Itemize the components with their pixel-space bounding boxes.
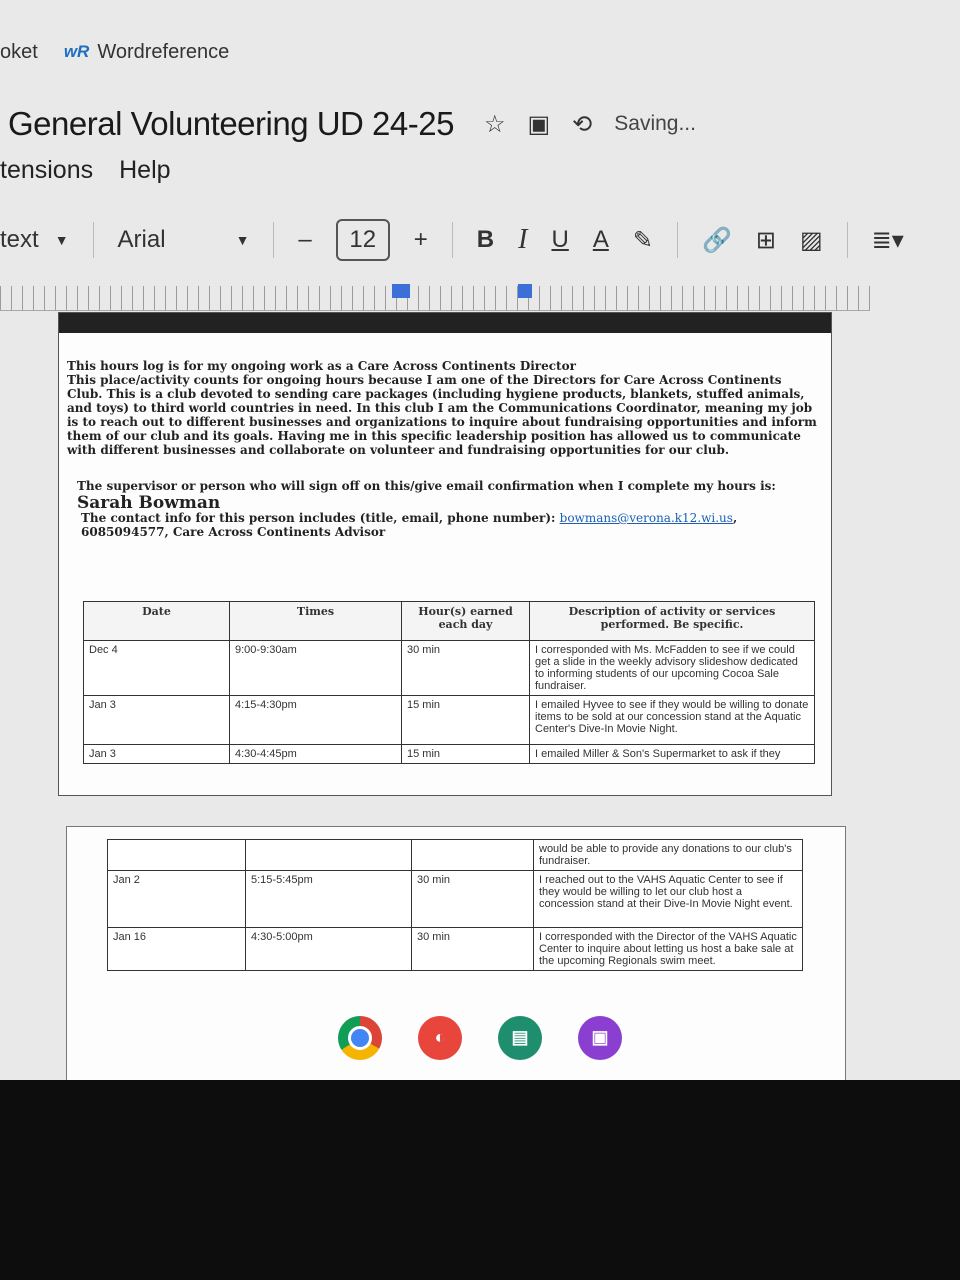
supervisor-label: The supervisor or person who will sign off on this/give email confirmation when I complete my hours is: [77, 479, 776, 493]
supervisor-name: Sarah Bowman [77, 493, 221, 513]
palette-app-icon[interactable]: ◐ [418, 1016, 462, 1060]
supervisor-line [77, 479, 817, 513]
font-dropdown[interactable] [118, 226, 250, 254]
underline-button[interactable]: U [551, 226, 569, 253]
cell-date[interactable] [108, 840, 246, 871]
hours-log-table [83, 601, 815, 764]
style-label: text [0, 226, 39, 253]
cell-date[interactable]: Jan 3 [84, 696, 230, 745]
bookmarks-bar [0, 34, 255, 70]
cell-hours[interactable]: 15 min [402, 745, 530, 764]
ruler[interactable] [0, 286, 870, 311]
cell-times[interactable]: 5:15-5:45pm [246, 871, 412, 928]
move-folder-icon[interactable]: ▣ [527, 110, 551, 138]
menu-help[interactable]: Help [119, 156, 171, 184]
menu-bar [0, 156, 197, 185]
cell-description[interactable]: I reached out to the VAHS Aquatic Center to see if they would be willing to let our club host a concession stand at their Dive-In Movie Night event. [534, 871, 803, 928]
intro-heading: This hours log is for my ongoing work as a Care Across Continents Director [67, 359, 576, 373]
photos-app-icon[interactable]: ▣ [578, 1016, 622, 1060]
doc-title[interactable]: General Volunteering UD 24-25 [8, 105, 454, 142]
cell-date[interactable]: Jan 3 [84, 745, 230, 764]
cell-hours[interactable] [412, 840, 534, 871]
table-row [108, 871, 803, 928]
bookmark-wordreference[interactable] [64, 41, 229, 64]
cell-date[interactable]: Dec 4 [84, 641, 230, 696]
cell-hours[interactable]: 30 min [412, 871, 534, 928]
table-header-row [84, 602, 815, 641]
divider [93, 222, 94, 258]
col-description-header: Description of activity or services performed. Be specific. [530, 602, 815, 641]
contact-email-link[interactable]: bowmans@verona.k12.wi.us [559, 511, 733, 525]
document-page[interactable] [58, 312, 832, 796]
cell-description[interactable]: I emailed Miller & Son's Supermarket to ask if they [530, 745, 815, 764]
contact-label: The contact info for this person includes (title, email, phone number): [81, 511, 556, 525]
cell-description[interactable]: I emailed Hyvee to see if they would be willing to donate items to be sold at our concession stand at the Aquatic Center's Dive-In Movie Night. [530, 696, 815, 745]
table-row [84, 745, 815, 764]
cell-hours[interactable]: 15 min [402, 696, 530, 745]
col-date-header: Date [84, 602, 230, 641]
font-size-input[interactable]: 12 [336, 219, 390, 261]
divider [452, 222, 453, 258]
cell-description[interactable]: I corresponded with Ms. McFadden to see if we could get a slide in the weekly advisory slideshow dedicated to informing students of our upcoming Cocoa Sale fundraiser. [530, 641, 815, 696]
toolbar [0, 210, 928, 270]
bookmark-label: Wordreference [97, 40, 230, 63]
hours-log-table-continued [107, 839, 803, 971]
divider [847, 222, 848, 258]
tab-marker[interactable] [518, 284, 532, 298]
italic-button[interactable]: I [518, 224, 528, 255]
align-icon[interactable]: ≣▾ [871, 226, 904, 254]
decrease-font-button[interactable]: – [298, 226, 312, 253]
table-row [84, 641, 815, 696]
font-label: Arial [117, 226, 166, 253]
saving-status: Saving... [614, 112, 696, 135]
cell-times[interactable]: 4:30-4:45pm [230, 745, 402, 764]
add-comment-icon[interactable]: ⊞ [755, 226, 776, 254]
cell-times[interactable]: 4:30-5:00pm [246, 928, 412, 971]
star-icon[interactable]: ☆ [483, 110, 506, 138]
wordreference-icon: wR [63, 42, 90, 61]
chrome-app-icon[interactable] [338, 1016, 382, 1060]
cell-description[interactable]: would be able to provide any donations to our club's fundraiser. [534, 840, 803, 871]
table-row [108, 928, 803, 971]
contact-details: , 6085094577, Care Across Continents Advisor [81, 511, 738, 539]
contact-line [81, 511, 821, 539]
bookmark-pocket[interactable] [0, 41, 38, 64]
chrome-center-icon [348, 1026, 372, 1050]
bookmark-label: oket [0, 40, 38, 63]
cell-date[interactable]: Jan 2 [108, 871, 246, 928]
highlight-pen-icon[interactable]: ✎ [632, 226, 653, 254]
link-icon[interactable]: 🔗 [701, 226, 732, 254]
doc-titlebar [0, 105, 718, 143]
cell-description[interactable]: I corresponded with the Director of the VAHS Aquatic Center to inquire about letting us host a bake sale at the upcoming Regionals swim meet. [534, 928, 803, 971]
menu-extensions[interactable]: tensions [0, 156, 94, 184]
divider [677, 222, 678, 258]
increase-font-button[interactable]: + [413, 226, 428, 253]
cell-times[interactable] [246, 840, 412, 871]
header-bar [59, 313, 831, 333]
col-hours-header: Hour(s) earned each day [402, 602, 530, 641]
cell-hours[interactable]: 30 min [412, 928, 534, 971]
table-row [84, 696, 815, 745]
chevron-down-icon: ▼ [235, 232, 250, 248]
indent-marker[interactable] [392, 284, 410, 298]
col-times-header: Times [230, 602, 402, 641]
divider [273, 222, 274, 258]
insert-image-icon[interactable]: ▨ [799, 226, 823, 254]
taskbar-shelf [0, 995, 960, 1080]
cell-times[interactable]: 9:00-9:30am [230, 641, 402, 696]
style-dropdown[interactable] [0, 226, 69, 254]
sync-icon: ⟲ [572, 110, 593, 138]
intro-body: This place/activity counts for ongoing hours because I am one of the Directors for Care Across Continents Club. This is a club devoted to sending care packages (including hygiene products, blankets, stuffed animals, and toys) to third world countries in need. In this club I am the Communications Coordinator, meaning my job is to reach out to different businesses and organizations to inquire about fundraising opportunities and inform them of our club and its goals. Having me in this specific leadership position has allowed us to communicate with different businesses and collaborate on volunteer and fundraising opportunities for our club. [67, 373, 817, 457]
cell-date[interactable]: Jan 16 [108, 928, 246, 971]
classroom-app-icon[interactable]: ▤ [498, 1016, 542, 1060]
bold-button[interactable]: B [476, 226, 495, 253]
chevron-down-icon: ▼ [54, 232, 69, 248]
intro-paragraph [67, 359, 819, 457]
text-color-button[interactable]: A [592, 226, 609, 253]
cell-times[interactable]: 4:15-4:30pm [230, 696, 402, 745]
bezel [0, 1080, 960, 1280]
cell-hours[interactable]: 30 min [402, 641, 530, 696]
table-row [108, 840, 803, 871]
